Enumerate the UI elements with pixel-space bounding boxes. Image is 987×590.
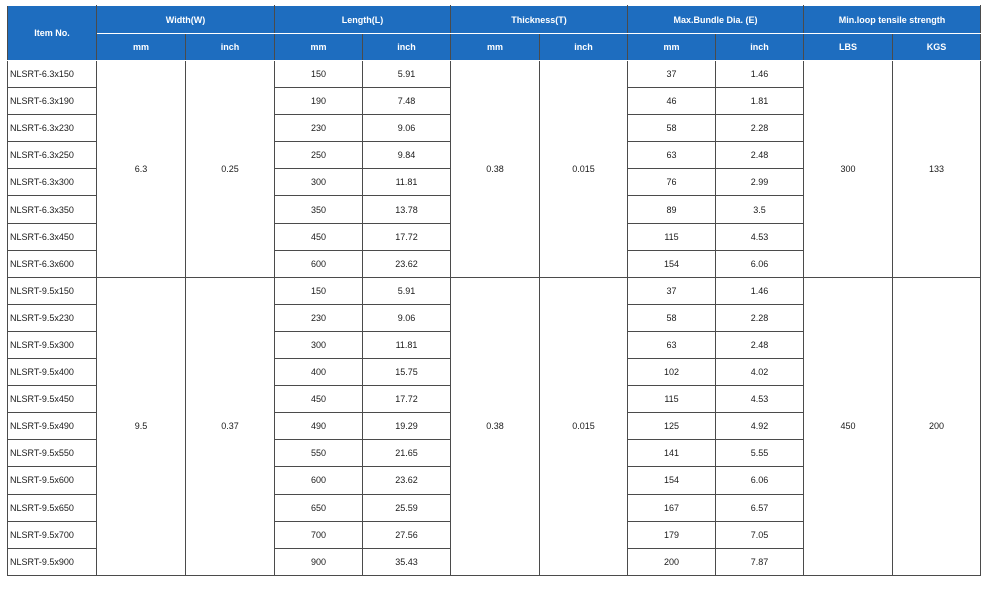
bundle-inch-cell: 6.06 [716,250,804,277]
bundle-mm-cell: 102 [628,359,716,386]
length-mm-cell: 150 [275,61,363,88]
length-inch-cell: 15.75 [363,359,451,386]
bundle-mm-cell: 89 [628,196,716,223]
length-mm-cell: 490 [275,413,363,440]
length-inch-cell: 7.48 [363,88,451,115]
header-length: Length(L) [275,6,451,34]
unit-width-inch: inch [186,34,275,61]
bundle-mm-cell: 115 [628,386,716,413]
bundle-inch-cell: 4.92 [716,413,804,440]
header-row-top [8,6,981,34]
bundle-mm-cell: 154 [628,467,716,494]
item-no-cell: NLSRT-6.3x190 [8,88,97,115]
length-mm-cell: 300 [275,331,363,358]
bundle-inch-cell: 1.46 [716,277,804,304]
tensile-lbs-cell: 450 [804,277,893,575]
thickness-mm-cell: 0.38 [451,61,540,278]
bundle-inch-cell: 4.53 [716,386,804,413]
unit-bundle-mm: mm [628,34,716,61]
bundle-inch-cell: 4.53 [716,223,804,250]
bundle-mm-cell: 154 [628,250,716,277]
bundle-mm-cell: 125 [628,413,716,440]
bundle-mm-cell: 46 [628,88,716,115]
bundle-inch-cell: 1.81 [716,88,804,115]
item-no-cell: NLSRT-9.5x490 [8,413,97,440]
length-inch-cell: 23.62 [363,250,451,277]
item-no-cell: NLSRT-6.3x230 [8,115,97,142]
width-inch-cell: 0.37 [186,277,275,575]
item-no-cell: NLSRT-9.5x900 [8,548,97,575]
length-inch-cell: 19.29 [363,413,451,440]
thickness-inch-cell: 0.015 [540,277,628,575]
bundle-mm-cell: 115 [628,223,716,250]
length-mm-cell: 190 [275,88,363,115]
unit-length-inch: inch [363,34,451,61]
length-mm-cell: 650 [275,494,363,521]
tensile-lbs-cell: 300 [804,61,893,278]
item-no-cell: NLSRT-9.5x300 [8,331,97,358]
length-inch-cell: 11.81 [363,169,451,196]
item-no-cell: NLSRT-9.5x150 [8,277,97,304]
bundle-inch-cell: 2.48 [716,142,804,169]
length-mm-cell: 450 [275,223,363,250]
bundle-inch-cell: 6.57 [716,494,804,521]
bundle-inch-cell: 6.06 [716,467,804,494]
bundle-mm-cell: 76 [628,169,716,196]
length-inch-cell: 17.72 [363,386,451,413]
unit-thickness-inch: inch [540,34,628,61]
bundle-inch-cell: 7.05 [716,521,804,548]
width-mm-cell: 9.5 [97,277,186,575]
length-inch-cell: 21.65 [363,440,451,467]
bundle-mm-cell: 58 [628,304,716,331]
unit-width-mm: mm [97,34,186,61]
item-no-cell: NLSRT-6.3x350 [8,196,97,223]
tensile-kgs-cell: 200 [893,277,981,575]
item-no-cell: NLSRT-9.5x650 [8,494,97,521]
length-mm-cell: 300 [275,169,363,196]
length-inch-cell: 11.81 [363,331,451,358]
length-mm-cell: 700 [275,521,363,548]
length-inch-cell: 35.43 [363,548,451,575]
bundle-inch-cell: 2.28 [716,115,804,142]
bundle-mm-cell: 63 [628,142,716,169]
item-no-cell: NLSRT-6.3x250 [8,142,97,169]
table-row [8,277,981,304]
unit-tensile-lbs: LBS [804,34,893,61]
length-mm-cell: 250 [275,142,363,169]
bundle-inch-cell: 1.46 [716,61,804,88]
header-bundle-dia: Max.Bundle Dia. (E) [628,6,804,34]
table-row [8,61,981,88]
header-item-no: Item No. [8,6,97,61]
length-inch-cell: 23.62 [363,467,451,494]
header-row-units [8,34,981,61]
item-no-cell: NLSRT-6.3x150 [8,61,97,88]
length-mm-cell: 230 [275,115,363,142]
bundle-mm-cell: 37 [628,277,716,304]
thickness-mm-cell: 0.38 [451,277,540,575]
unit-thickness-mm: mm [451,34,540,61]
bundle-mm-cell: 141 [628,440,716,467]
item-no-cell: NLSRT-9.5x400 [8,359,97,386]
bundle-mm-cell: 200 [628,548,716,575]
bundle-mm-cell: 63 [628,331,716,358]
length-mm-cell: 900 [275,548,363,575]
bundle-inch-cell: 7.87 [716,548,804,575]
bundle-inch-cell: 3.5 [716,196,804,223]
length-inch-cell: 17.72 [363,223,451,250]
length-inch-cell: 9.06 [363,115,451,142]
header-width: Width(W) [97,6,275,34]
spec-table [7,5,981,576]
length-mm-cell: 550 [275,440,363,467]
item-no-cell: NLSRT-9.5x550 [8,440,97,467]
length-mm-cell: 400 [275,359,363,386]
bundle-inch-cell: 5.55 [716,440,804,467]
length-mm-cell: 150 [275,277,363,304]
tensile-kgs-cell: 133 [893,61,981,278]
length-mm-cell: 600 [275,250,363,277]
length-mm-cell: 230 [275,304,363,331]
unit-tensile-kgs: KGS [893,34,981,61]
length-inch-cell: 27.56 [363,521,451,548]
unit-length-mm: mm [275,34,363,61]
length-inch-cell: 9.84 [363,142,451,169]
table-body [8,61,981,576]
bundle-mm-cell: 179 [628,521,716,548]
width-mm-cell: 6.3 [97,61,186,278]
bundle-mm-cell: 58 [628,115,716,142]
length-mm-cell: 450 [275,386,363,413]
length-mm-cell: 600 [275,467,363,494]
length-inch-cell: 13.78 [363,196,451,223]
unit-bundle-inch: inch [716,34,804,61]
length-inch-cell: 5.91 [363,61,451,88]
length-inch-cell: 9.06 [363,304,451,331]
item-no-cell: NLSRT-9.5x450 [8,386,97,413]
bundle-inch-cell: 2.28 [716,304,804,331]
length-inch-cell: 5.91 [363,277,451,304]
bundle-mm-cell: 167 [628,494,716,521]
item-no-cell: NLSRT-9.5x230 [8,304,97,331]
header-thickness: Thickness(T) [451,6,628,34]
table-header [8,6,981,61]
bundle-inch-cell: 4.02 [716,359,804,386]
item-no-cell: NLSRT-9.5x600 [8,467,97,494]
length-mm-cell: 350 [275,196,363,223]
item-no-cell: NLSRT-6.3x300 [8,169,97,196]
item-no-cell: NLSRT-6.3x600 [8,250,97,277]
thickness-inch-cell: 0.015 [540,61,628,278]
bundle-inch-cell: 2.99 [716,169,804,196]
length-inch-cell: 25.59 [363,494,451,521]
width-inch-cell: 0.25 [186,61,275,278]
item-no-cell: NLSRT-9.5x700 [8,521,97,548]
item-no-cell: NLSRT-6.3x450 [8,223,97,250]
header-tensile-strength: Min.loop tensile strength [804,6,981,34]
bundle-inch-cell: 2.48 [716,331,804,358]
bundle-mm-cell: 37 [628,61,716,88]
spec-table-container [7,5,981,576]
